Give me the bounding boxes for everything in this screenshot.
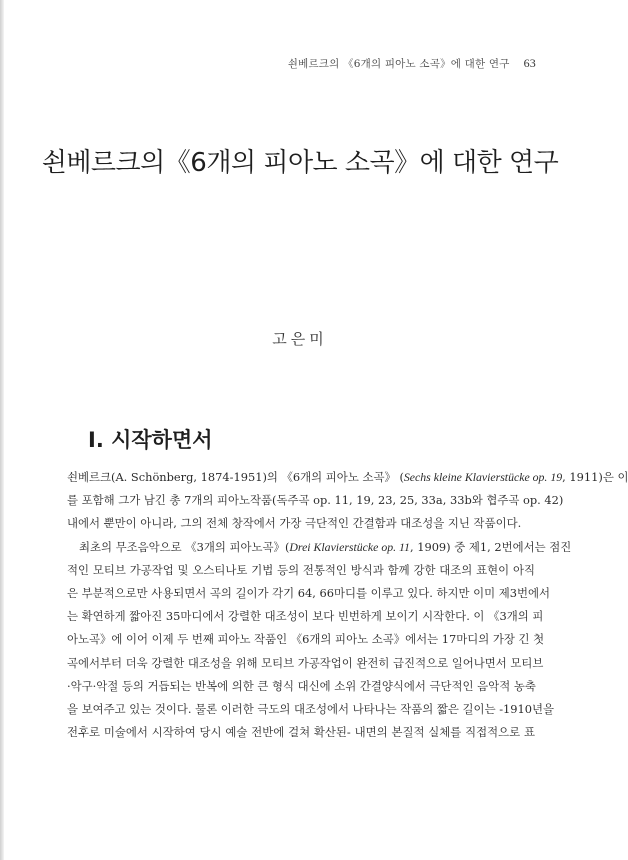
page-edge-shadow: [0, 0, 4, 860]
text-run: 을 보여주고 있는 것이다. 물론 이러한 극도의 대조성에서 나타나는 작품의 짧은 길이는 -1910년을: [67, 701, 555, 716]
text-run: 곡에서부터 더욱 강렬한 대조성을 위해 모티브 가공작업이 완전히 급진적으로 일어나면서 모티브: [67, 655, 544, 670]
paragraph-2-line-7: [67, 675, 535, 698]
author-name: 고은미: [272, 330, 328, 348]
paragraph-container: [67, 466, 628, 744]
paragraph-1-line-2: [67, 489, 564, 512]
body-text: [67, 466, 628, 744]
paragraph-2-line-2: [67, 559, 535, 582]
section-heading: I. 시작하면서: [88, 428, 213, 452]
text-run: 는 확연하게 짧아진 35마디에서 강렬한 대조성이 보다 빈번하게 보이기 시작한다. 이 《3개의 피: [67, 609, 544, 624]
text-run: 전후로 미술에서 시작하여 당시 예술 전반에 걸쳐 확산된- 내면의 본질적 실체를 직접적으로 표: [67, 725, 535, 740]
paragraph-2-line-6: [67, 652, 544, 675]
text-run: 내에서 뿐만이 아니라, 그의 전체 창작에서 가장 극단적인 간결함과 대조성을 지닌 작품이다.: [67, 516, 522, 531]
page-number: 63: [523, 56, 536, 70]
article-title: 쇤베르크의《6개의 피아노 소곡》에 대한 연구: [41, 148, 559, 178]
text-run: ·악구·악절 등의 거듭되는 반복에 의한 큰 형식 대신에 소위 간결양식에서 극단적인 음악적 농축: [67, 678, 536, 693]
text-run: 적인 모티브 가공작업 및 오스티나토 기법 등의 전통적인 방식과 함께 강한 대조의 표현이 아직: [67, 562, 535, 577]
paragraph-1-line-1: [67, 466, 628, 489]
paragraph-2-line-5: [67, 628, 545, 651]
paragraph-2-line-8: [67, 698, 555, 721]
text-run: 쇤베르크(A. Schönberg, 1874-1951)의 《6개의 피아노 소곡》 (: [67, 470, 404, 484]
running-header: [288, 56, 536, 71]
italic-work-title: Sechs kleine Klavierstücke op. 19: [403, 470, 563, 484]
italic-work-title: Drei Klavierstücke op. 11: [289, 539, 410, 554]
paragraph-2-line-9: [67, 721, 535, 744]
paragraph-1-line-3: [67, 512, 535, 535]
running-title: 쇤베르크의 《6개의 피아노 소곡》에 대한 연구: [287, 58, 510, 70]
text-run: 아노곡》에 이어 이제 두 번째 피아노 작품인 《6개의 피아노 소곡》에서는 17마디의 가장 긴 첫: [67, 632, 545, 647]
text-run: , 1911)은 이: [562, 470, 628, 484]
text-run: , 1909) 중 제1, 2번에서는 점진: [409, 539, 572, 554]
text-run: 를 포함해 그가 남긴 총 7개의 피아노작품(독주곡 op. 11, 19, 23, 25, 33a, 33b와 협주곡 op. 42): [67, 493, 564, 508]
paragraph-2-line-4: [67, 605, 544, 628]
paragraph-2-line-3: [67, 582, 551, 605]
text-run: 은 부분적으로만 사용되면서 곡의 길이가 각기 64, 66마디를 이루고 있다. 하지만 이미 제3번에서: [67, 585, 551, 600]
text-run: 최초의 무조음악으로 《3개의 피아노곡》(: [79, 539, 290, 554]
paragraph-2-line-1: [67, 536, 572, 559]
